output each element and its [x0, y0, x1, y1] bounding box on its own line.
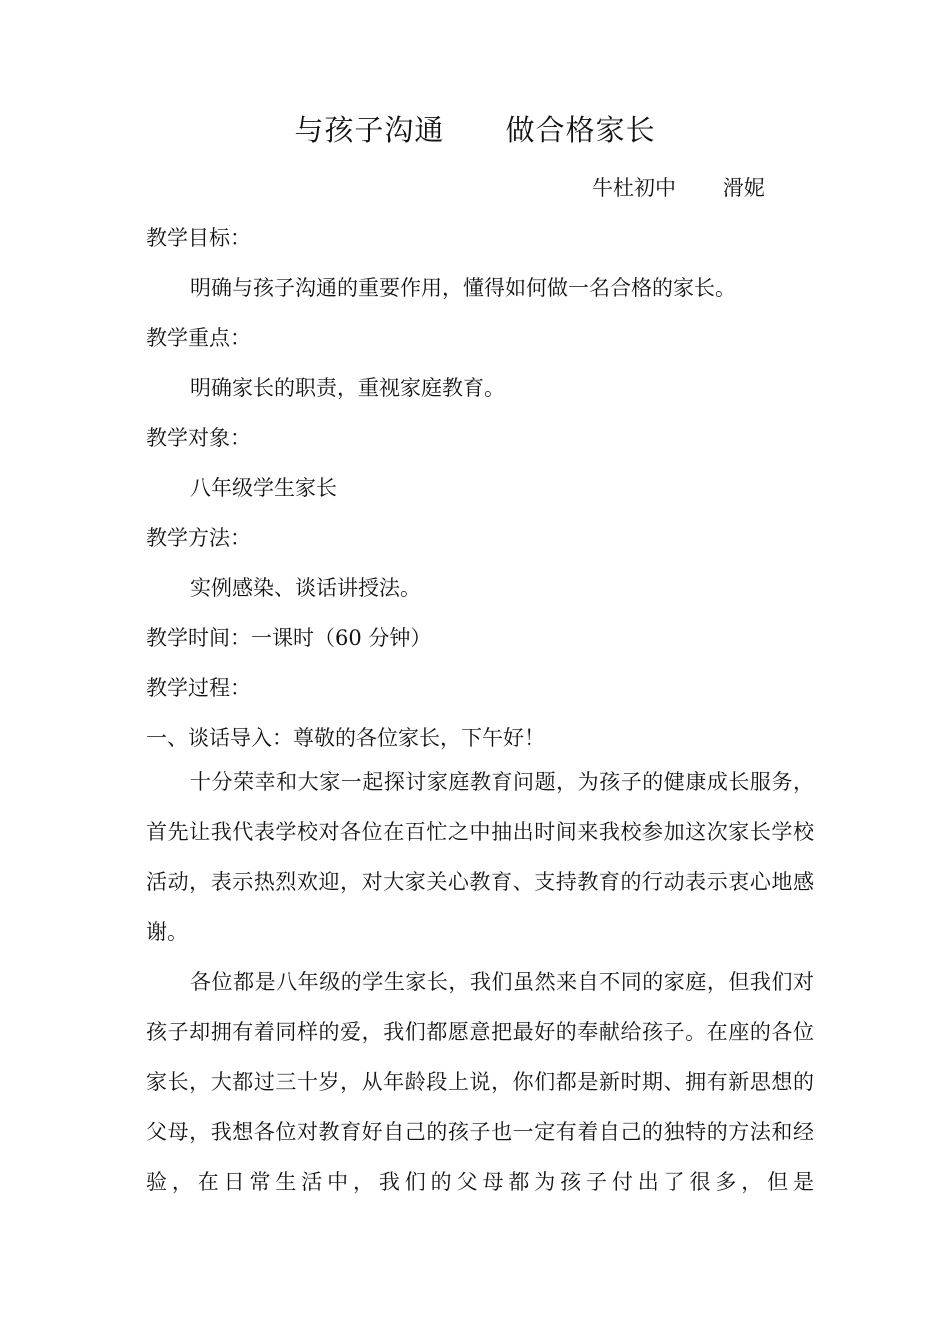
body-paragraph-2: 各位都是八年级的学生家长，我们虽然来自不同的家庭，但我们对孩子却拥有着同样的爱，我们都愿意把最好的奉献给孩子。在座的各位家长，大都过三十岁，从年龄段上说，你们都是新时期、拥有新思想的父母，我想各位对教育好自己的孩子也一定有着自己的独特的方法和经验，在日常生活中，我们的父母都为孩子付出了很多，但是 [146, 970, 814, 1194]
body-paragraph-1: 十分荣幸和大家一起探讨家庭教育问题，为孩子的健康成长服务，首先让我代表学校对各位在百忙之中抽出时间来我校参加这次家长学校活动，表示热烈欢迎，对大家关心教育、支持教育的行动表示衷心地感谢。 [146, 770, 814, 944]
section-content-audience: 八年级学生家长 [190, 476, 337, 500]
time-line: 教学时间：一课时（60 分钟） [146, 626, 432, 650]
author-line: 牛杜初中 滑妮 [592, 176, 765, 200]
section-label-goals: 教学目标： [146, 226, 251, 250]
section-content-goals: 明确与孩子沟通的重要作用，懂得如何做一名合格的家长。 [190, 276, 736, 300]
intro-heading: 一、谈话导入：尊敬的各位家长，下午好！ [146, 726, 545, 750]
section-content-method: 实例感染、谈话讲授法。 [190, 576, 421, 600]
section-label-focus: 教学重点： [146, 326, 251, 350]
section-label-audience: 教学对象： [146, 426, 251, 450]
section-label-method: 教学方法： [146, 526, 251, 550]
process-label: 教学过程： [146, 676, 251, 700]
document-title: 与孩子沟通 做合格家长 [294, 113, 656, 147]
section-content-focus: 明确家长的职责，重视家庭教育。 [190, 376, 505, 400]
